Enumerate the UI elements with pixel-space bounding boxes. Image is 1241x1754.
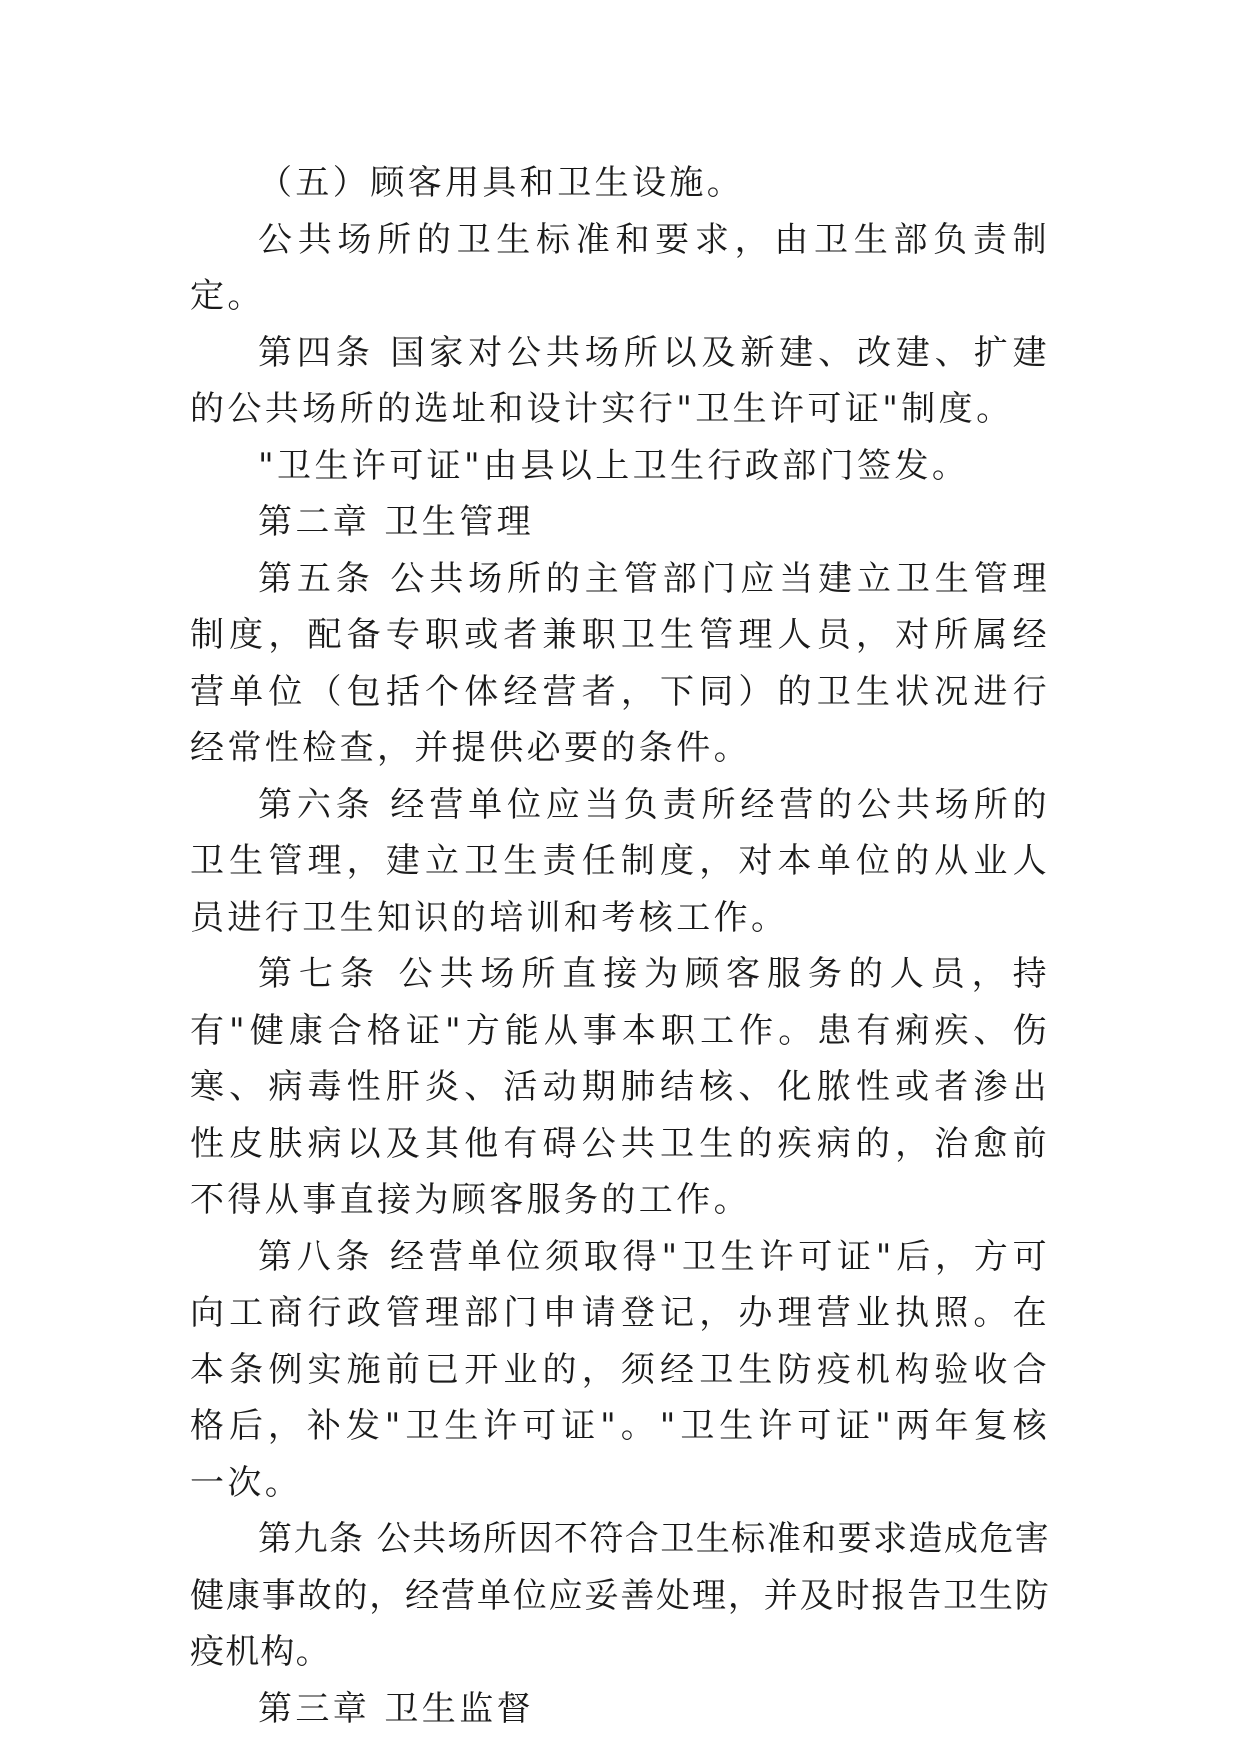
- paragraph-item-5: （五）顾客用具和卫生设施。: [258, 163, 745, 203]
- article-9-paragraph: 第九条 公共场所因不符合卫生标准和要求造成危害健康事故的，经营单位应妥善处理，并及时报告卫生防疫机构。: [190, 1519, 1050, 1672]
- article-5-paragraph: 第五条 公共场所的主管部门应当建立卫生管理制度，配备专职或者兼职卫生管理人员，对所属经营单位（包括个体经营者，下同）的卫生状况进行经常性检查，并提供必要的条件。: [190, 558, 1050, 768]
- paragraph-health-standards: 公共场所的卫生标准和要求，由卫生部负责制定。: [190, 219, 1050, 316]
- article-4-paragraph: 第四条 国家对公共场所以及新建、改建、扩建的公共场所的选址和设计实行"卫生许可证"制度。: [190, 332, 1050, 429]
- article-6-paragraph: 第六条 经营单位应当负责所经营的公共场所的卫生管理，建立卫生责任制度，对本单位的从业人员进行卫生知识的培训和考核工作。: [190, 784, 1050, 938]
- chapter-3-heading: 第三章 卫生监督: [258, 1688, 535, 1729]
- article-7-paragraph: 第七条 公共场所直接为顾客服务的人员，持有"健康合格证"方能从事本职工作。患有痢疾、伤寒、病毒性肝炎、活动期肺结核、化脓性或者渗出性皮肤病以及其他有碍公共卫生的疾病的，治愈前不得从事直接为顾客服务的工作。: [190, 954, 1050, 1220]
- license-issuer-paragraph: "卫生许可证"由县以上卫生行政部门签发。: [258, 445, 970, 486]
- document-body: [190, 155, 1050, 1737]
- article-8-paragraph: 第八条 经营单位须取得"卫生许可证"后，方可向工商行政管理部门申请登记，办理营业执照。在本条例实施前已开业的，须经卫生防疫机构验收合格后，补发"卫生许可证"。"卫生许可证"两年复核一次。: [190, 1236, 1050, 1503]
- chapter-2-heading: 第二章 卫生管理: [258, 502, 535, 542]
